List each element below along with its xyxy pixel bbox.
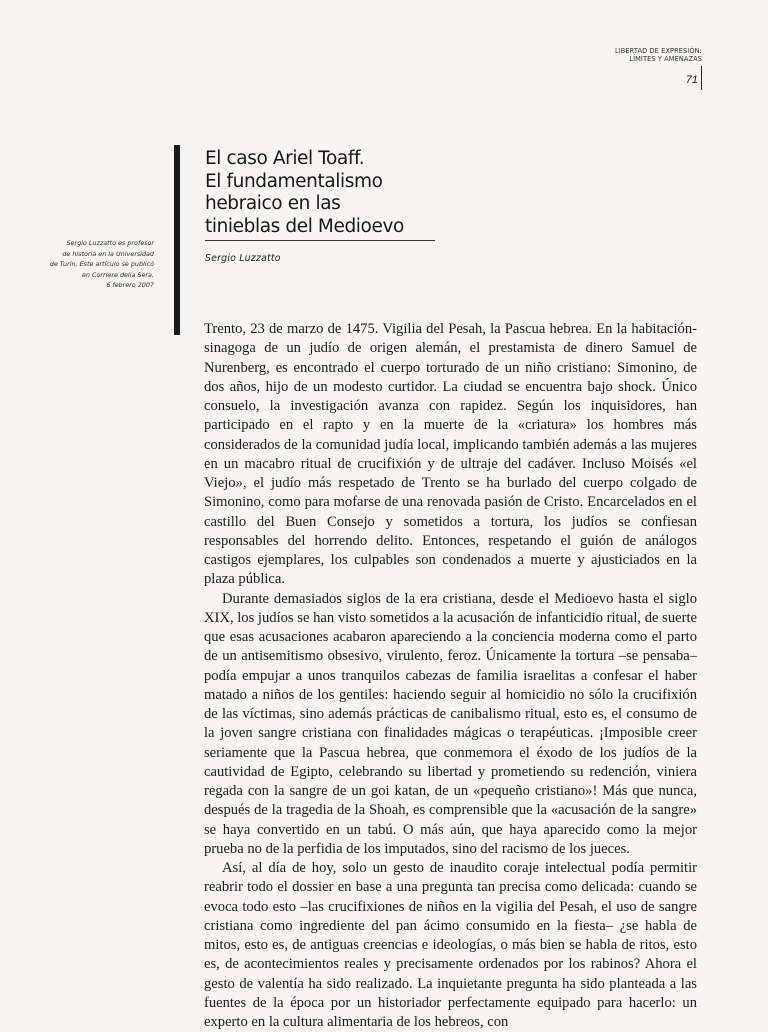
folio-rule <box>701 66 702 90</box>
page-number: 71 <box>685 74 698 86</box>
sidenote-line: de historia en la Universidad <box>62 249 154 258</box>
sidenote-line: en Corriere della Sera, <box>82 270 154 279</box>
title-rule <box>205 240 435 241</box>
title-bar <box>174 145 180 335</box>
sidenote-line: de Turín. Este artículo se publicó <box>49 260 154 269</box>
article-author: Sergio Luzzatto <box>205 253 281 264</box>
title-line: El caso Ariel Toaff. <box>205 148 365 169</box>
title-line: El fundamentalismo <box>205 170 383 192</box>
author-sidenote <box>40 238 154 291</box>
running-head-line: LIBERTAD DE EXPRESIÓN: <box>614 47 702 55</box>
running-head <box>615 47 702 63</box>
article-body <box>204 320 697 1032</box>
body-paragraph: Trento, 23 de marzo de 1475. Vigilia del Pesah, la Pascua hebrea. En la habitación-sinagoga de un judío de origen alemán, el prestamista de dinero Samuel de Nurenberg, es encontrado el cuerpo torturado de un niño cristiano: Simonino, de dos años, hijo de un modesto curtidor. La ciudad se encuentra bajo shock. Único consuelo, la investigación avanza con rapidez. Según los inquisidores, han participado en el rapto y en la muerte de la «criatura» los hombres más considerados de la comunidad judía local, implicando también además a las mujeres en un macabro ritual de crucifixión y de ultraje del cadáver. Incluso Moisés «el Viejo», el judío más respetado de Trento se ha burlado del cuerpo colgado de Simonino, como para mofarse de una renovada pasión de Cristo. Encarcelados en el castillo del Buen Consejo y sometidos a tortura, los judíos se confiesan responsables del horrendo delito. Entonces, respetando el guión de análogos castigos ejemplares, los culpables son condenados a muerte y ajusticiados en la plaza pública. <box>204 321 697 588</box>
sidenote-line: 6 febrero 2007 <box>106 281 154 290</box>
running-head-line: LÍMITES Y AMENAZAS <box>629 55 702 63</box>
body-paragraph: Durante demasiados siglos de la era cristiana, desde el Medioevo hasta el siglo XIX, los judíos se han visto sometidos a la acusación de infanticidio ritual, de suerte que esas acusaciones acabaron apareciendo a la conciencia moderna como el parto de un antisemitismo obsesivo, virulento, feroz. Únicamente la tortura –se pensaba– podía empujar a unos tranquilos cabezas de familia israelitas a confesar el haber matado a niños de los gentiles: haciendo seguir al homicidio no sólo la crucifixión de las víctimas, sino además prácticas de canibalismo ritual, esto es, el consumo de la joven sangre cristiana con finalidades mágicas o terapéuticas. ¡Imposible creer seriamente que la Pascua hebrea, que conmemora el éxodo de los judíos de la cautividad de Egipto, celebrando su libertad y prometiendo su redención, viniera regada con la sangre de un goi katan, de un «pequeño cristiano»! Más que nunca, después de la tragedia de la Shoah, es comprensible que la «acusación de la sangre» se haya convertido en un tabú. O más aún, que haya aparecido como la mejor prueba no de la perfidia de los imputados, sino del racismo de los jueces. <box>204 590 697 857</box>
title-line: hebraico en las <box>205 193 341 214</box>
body-paragraph: Así, al día de hoy, solo un gesto de inaudito coraje intelectual podía permitir reabrir todo el dossier en base a una pregunta tan precisa como delicada: cuando se evoca todo esto –las crucifixiones de niños en la vigilia del Pesah, el uso de sangre cristiana como ingrediente del pan ácimo consumido en la fiesta– ¿se habla de mitos, esto es, de antiguas creencias e ideologías, o más bien se habla de ritos, esto es, de acontecimientos reales y precisamente ordenados por los rabinos? Ahora el gesto de valentía ha sido realizado. La inquietante pregunta ha sido planteada a las fuentes de la época por un historiador perfectamente equipado para hacerlo: un experto en la cultura alimentaria de los hebreos, con <box>204 860 697 1030</box>
title-line: tinieblas del Medioevo <box>205 215 404 237</box>
article-title <box>205 148 445 238</box>
sidenote-line: Sergio Luzzatto es profesor <box>66 239 154 247</box>
